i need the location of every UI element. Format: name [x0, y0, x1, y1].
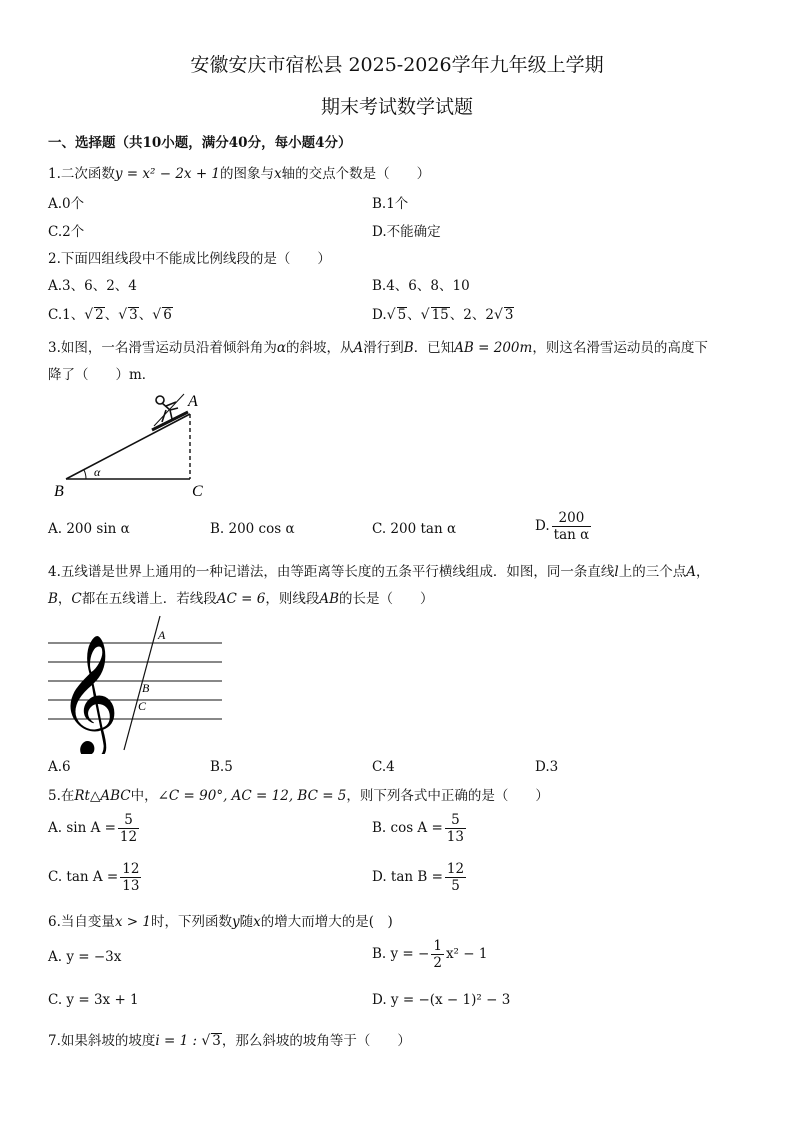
q5-option-b: B. cos A = $\frac{5}{13}$ [372, 812, 464, 845]
fig3-label-alpha: α [94, 465, 101, 479]
question-3-line2: 降了（ ）m． [48, 367, 156, 383]
q3-option-b: B. 200 cos α [210, 521, 295, 537]
q4-option-d: D.3 [535, 759, 559, 775]
angle-arc [84, 470, 86, 479]
q2-option-b: B.4、6、8、10 [372, 278, 470, 294]
q4-option-c: C.4 [372, 759, 395, 775]
fig4-label-b: B [142, 681, 150, 695]
q1-option-c: C.2个 [48, 224, 85, 240]
q1-expression: y = x² − 2x + 1 [114, 166, 221, 182]
q1-option-d: D.不能确定 [372, 224, 441, 240]
page-title: 安徽安庆市宿松县 2025-2026学年九年级上学期 [190, 54, 604, 76]
q4-option-a: A.6 [48, 759, 71, 775]
treble-clef-icon: 𝄞 [58, 638, 120, 753]
q1-option-b: B.1个 [372, 196, 409, 212]
q3-option-a: A. 200 sin α [48, 521, 130, 537]
q3-option-d: D. $\frac{200}{\text{tan α}}$ [535, 510, 590, 543]
staff-figure [48, 612, 228, 754]
q2-option-a: A.3、6、2、4 [48, 278, 137, 294]
question-2: 2.下面四组线段中不能成比例线段的是（ ） [48, 251, 331, 267]
section-heading: 一、选择题（共10小题，满分40分，每小题4分） [48, 135, 352, 151]
q2-option-c: C.1、√ 2、√ 3、√ 6 [48, 307, 172, 323]
question-4-line1: 4.五线谱是世界上通用的一种记谱法，由等距离等长度的五条平行横线组成．如图，同一条直线l上的三个点A， [48, 564, 710, 580]
question-5: 5.在Rt△ABC中，∠C = 90°, AC = 12, BC = 5，则下列各式中正确的是（ ） [48, 788, 549, 804]
q3-option-d-fraction: $\frac{200}{\text{tan α}}$ [553, 510, 590, 543]
q2-option-d: D.√ 5、√ 15、2、2√ 3 [372, 307, 514, 323]
fig4-label-a: A [158, 628, 166, 642]
fig3-label-a: A [188, 393, 198, 410]
question-7: 7.如果斜坡的坡度i = 1 : √ 3，那么斜坡的坡角等于（ ） [48, 1033, 411, 1049]
q5-option-a: A. sin A = $\frac{5}{12}$ [48, 812, 138, 845]
q4-option-b: B.5 [210, 759, 233, 775]
q6-option-b: B. y = − $\frac{1}{2}$ x² − 1 [372, 938, 488, 971]
page-subtitle: 期末考试数学试题 [320, 96, 473, 118]
fig3-label-c: C [192, 483, 203, 500]
q3-option-c: C. 200 tan α [372, 521, 457, 537]
q5-option-c: C. tan A = $\frac{12}{13}$ [48, 861, 140, 894]
question-3-line1: 3.如图，一名滑雪运动员沿着倾斜角为α的斜坡，从A滑行到B．已知AB = 200m，则这名滑雪运动员的高度下 [48, 340, 708, 356]
q6-option-a: A. y = −3x [48, 949, 122, 965]
fig4-label-c: C [138, 699, 147, 713]
q6-option-c: C. y = 3x + 1 [48, 992, 139, 1008]
slope-figure [48, 386, 228, 502]
q6-option-d: D. y = −(x − 1)² − 3 [372, 992, 511, 1008]
q5-option-d: D. tan B = $\frac{12}{5}$ [372, 861, 465, 894]
question-6: 6.当自变量x > 1时，下列函数y随x的增大而增大的是( ) [48, 914, 393, 930]
question-4-line2: B，C都在五线谱上．若线段AC = 6，则线段AB的长是（ ） [48, 591, 434, 607]
q1-option-a: A.0个 [48, 196, 85, 212]
fig3-label-b: B [54, 483, 64, 500]
question-1: 1.二次函数y = x² − 2x + 1的图象与x轴的交点个数是（ ） [48, 166, 431, 182]
slope-hypotenuse [66, 414, 190, 479]
